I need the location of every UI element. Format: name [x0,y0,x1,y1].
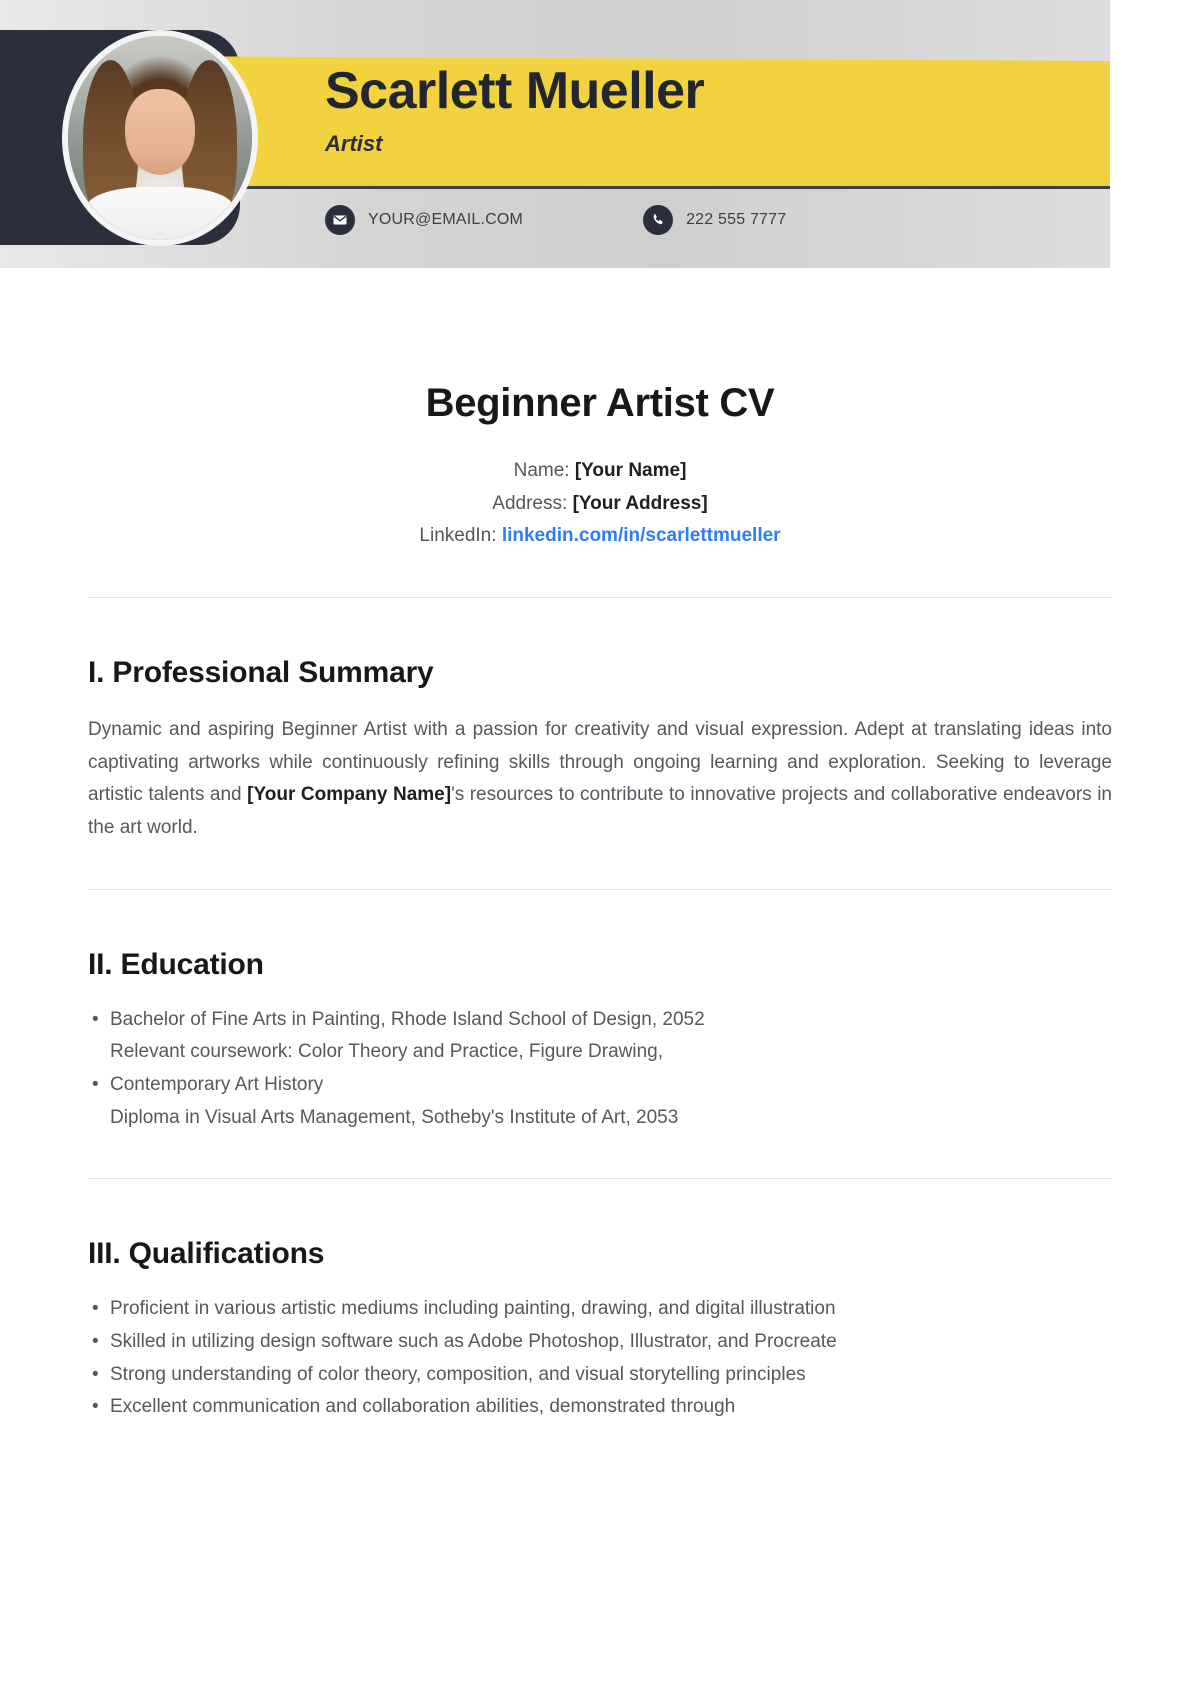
page-title: Beginner Artist CV [425,381,775,425]
list-item [88,1004,1112,1069]
education-item-sub: Relevant coursework: Color Theory and Practice, Figure Drawing, [110,1041,663,1063]
list-item [88,1326,1112,1359]
education-item-sub: Diploma in Visual Arts Management, Sotheby's Institute of Art, 2053 [110,1106,679,1128]
cv-header [0,0,1110,268]
list-item [88,1359,1112,1392]
contact-row [325,205,786,235]
education-item-main: Contemporary Art History [110,1074,324,1096]
document-meta [88,455,1112,553]
contact-phone-text: 222 555 7777 [686,211,787,228]
divider-2 [88,889,1112,890]
education-item-main: Bachelor of Fine Arts in Painting, Rhode Island School of Design, 2052 [110,1008,705,1030]
cv-content [0,381,1200,1424]
header-name-block [325,64,1045,157]
avatar-photo [68,36,252,240]
summary-company-placeholder: [Your Company Name] [247,784,452,806]
meta-name-value: [Your Name] [574,460,687,481]
summary-text-part2: 's resources to contribute to innovative projects and collaborative endeavors in the art world. [88,784,1112,839]
section-professional-summary [88,656,1112,845]
summary-text-part1: Dynamic and aspiring Beginner Artist with a passion for creativity and visual expression. Adept at translating ideas into captivating artworks while continuously refining skills through ongoing learning and exploration. Seeking to leverage artistic talents and [88,719,1112,806]
list-item [88,1391,1112,1424]
section-heading: I. Professional Summary [88,656,434,690]
contact-email[interactable] [325,205,523,235]
section-heading: II. Education [88,947,264,981]
meta-address-label: Address: [492,492,568,514]
linkedin-link[interactable]: linkedin.com/in/scarlettmueller [501,525,781,547]
summary-paragraph [88,714,1112,845]
section-heading: III. Qualifications [88,1237,325,1271]
envelope-icon [325,205,355,235]
phone-icon [643,205,673,235]
divider-1 [88,597,1112,598]
meta-linkedin-line [88,520,1112,553]
person-name: Scarlett Mueller [325,62,705,120]
qualification-item: Excellent communication and collaboration abilities, demonstrated through [110,1396,736,1418]
section-education [88,948,1112,1135]
qualification-item: Strong understanding of color theory, composition, and visual storytelling principles [110,1363,806,1385]
qualification-item: Proficient in various artistic mediums including painting, drawing, and digital illustration [110,1298,836,1320]
contact-email-text: YOUR@EMAIL.COM [368,211,524,228]
person-role: Artist [325,130,383,156]
avatar-face [125,89,195,175]
list-item [88,1069,1112,1134]
section-qualifications [88,1237,1112,1424]
qualification-item: Skilled in utilizing design software such as Adobe Photoshop, Illustrator, and Procreate [110,1331,837,1353]
list-item [88,1293,1112,1326]
meta-name-label: Name: [513,460,570,481]
meta-address-line [88,488,1112,521]
header-divider [140,186,1110,189]
meta-name-line [88,455,1112,488]
qualifications-list [88,1293,1112,1424]
contact-phone[interactable] [643,205,786,235]
meta-address-value: [Your Address] [572,492,708,514]
avatar [62,30,258,246]
meta-linkedin-label: LinkedIn: [419,525,497,547]
avatar-body [86,187,233,240]
education-list [88,1004,1112,1135]
divider-3 [88,1178,1112,1179]
